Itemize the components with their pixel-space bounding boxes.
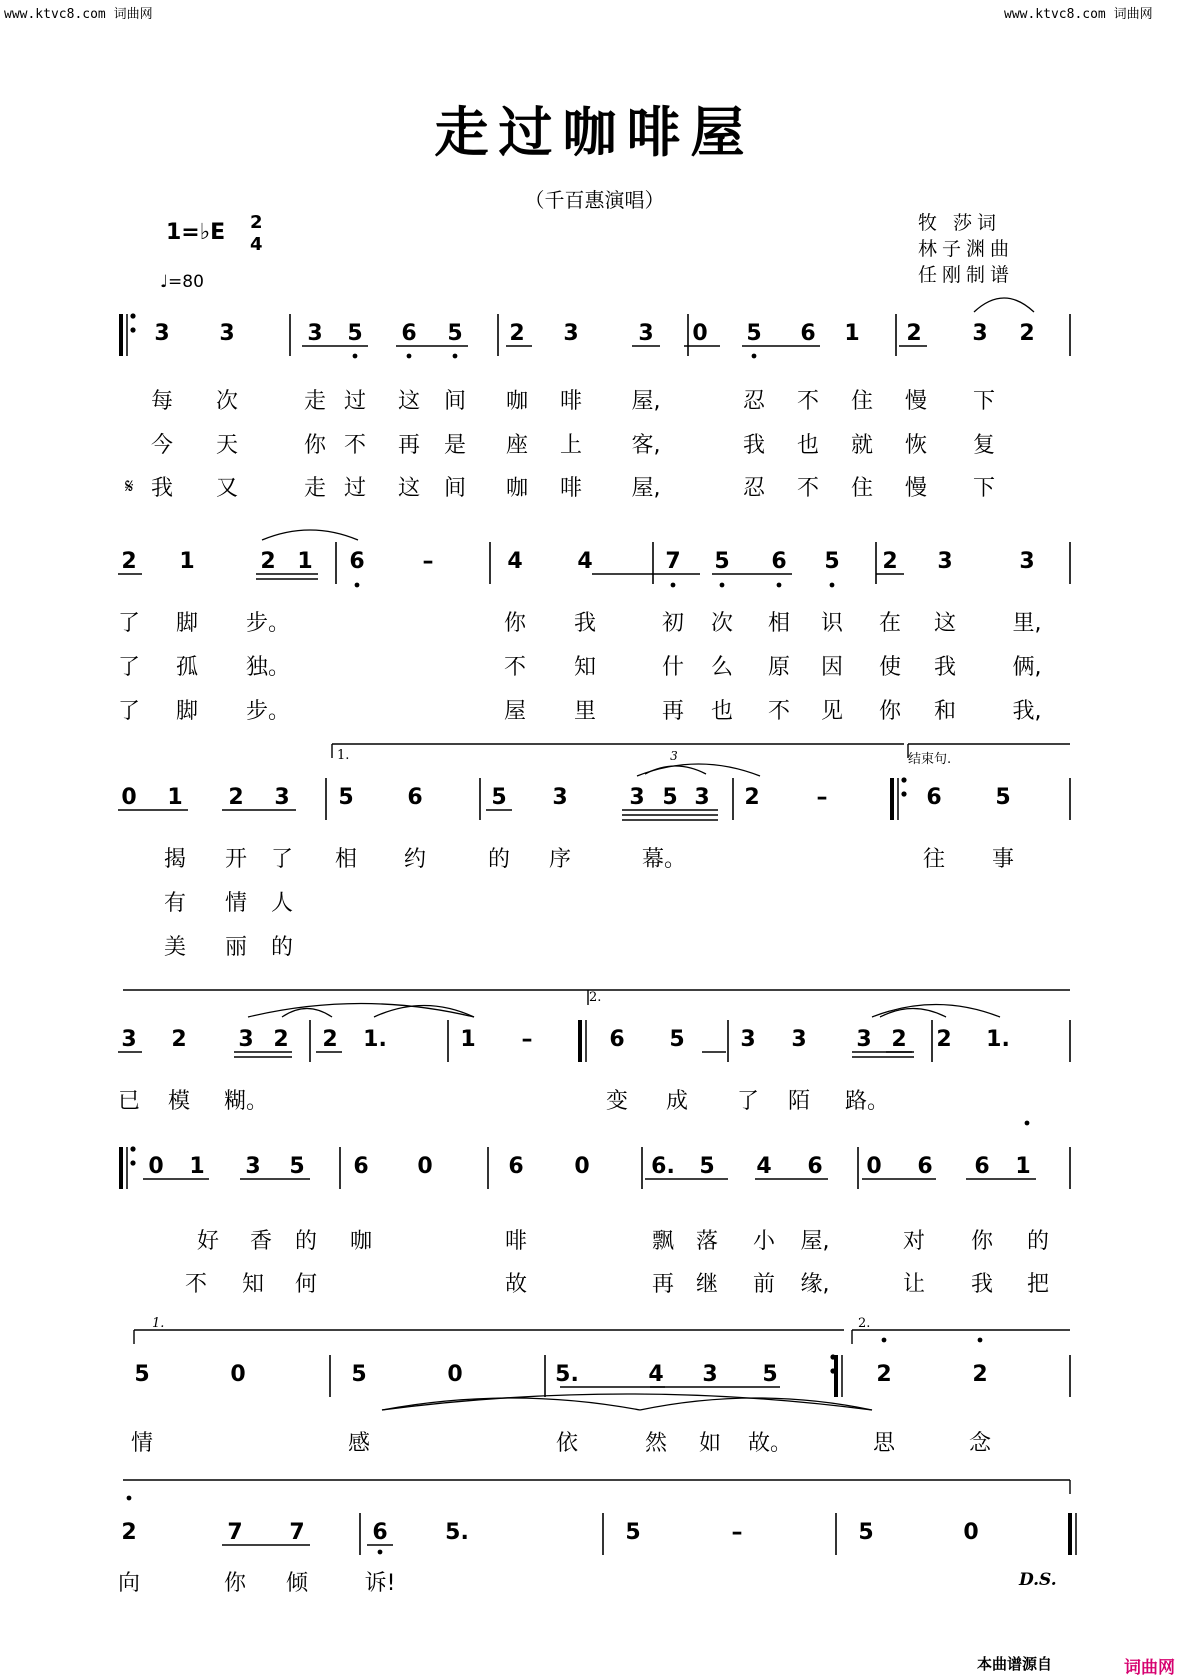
lyric-syllable: 思 [872,1431,896,1456]
note: 4 [577,549,593,574]
note: 1 [297,549,313,574]
note: 6 [974,1154,990,1179]
slur [974,298,1034,312]
note: 0 [447,1362,463,1387]
note: 0 [121,785,137,810]
note: 5 [995,785,1011,810]
lyric-syllable: 落 [695,1229,719,1254]
note: 0 [574,1154,590,1179]
note: 2 [1019,321,1035,346]
lyric-syllable: 知 [573,655,597,680]
note: – [422,549,434,574]
lyric-syllable: 步。 [245,699,291,724]
repeat-dot [901,791,906,796]
lyric-syllable: 人 [270,891,294,916]
lyric-syllable: 依 [555,1431,579,1456]
time-signature-denominator: 4 [250,234,263,255]
note: 3 [972,321,988,346]
note: 2 [121,1520,137,1545]
lyric-syllable: 情 [224,891,248,916]
octave-dot [752,354,757,359]
lyric-syllable: 了 [117,611,141,636]
octave-dot [1025,1121,1030,1126]
lyric-syllable: 我 [742,433,766,458]
singer-subtitle: （千百惠演唱） [524,188,665,212]
volta-1-label: 1. [337,748,350,763]
note: 3 [245,1154,261,1179]
lyric-syllable: 啡 [559,476,583,501]
octave-dot [671,583,676,588]
note: 3 [937,549,953,574]
note: 3 [740,1027,756,1052]
note: 6 [508,1154,524,1179]
note: 3 [563,321,579,346]
lyric-syllable: 忍 [742,389,766,414]
lyric-syllable: 揭 [163,847,187,872]
octave-dot [355,583,360,588]
note: 2 [876,1362,892,1387]
lyric-syllable: 又 [215,476,239,501]
lyric-syllable: 步。 [245,611,291,636]
lyric-syllable: 今 [150,433,174,458]
repeat-dot [130,1160,135,1165]
note: 3 [238,1027,254,1052]
triplet-label: 3 [670,749,678,763]
lyric-syllable: 么 [710,655,734,680]
song-title: 走过咖啡屋 [434,100,755,164]
lyric-syllable: 序 [548,847,572,872]
note: 3 [694,785,710,810]
lyric-syllable: 我 [970,1272,994,1297]
note: 6 [771,549,787,574]
lyric-syllable: 成 [665,1089,689,1114]
lyric-syllable: 咖 [505,476,529,501]
note: 5 [491,785,507,810]
lyric-syllable: 不 [503,655,527,680]
note: 1 [167,785,183,810]
note: 7 [665,549,681,574]
octave-dot [127,1496,132,1501]
lyric-syllable: 开 [224,847,248,872]
lyric-syllable: 不 [184,1272,208,1297]
note: 5 [347,321,363,346]
note: 5. [555,1362,579,1387]
repeat-dot [130,327,135,332]
repeat-dot [830,1368,835,1373]
note: 1 [460,1027,476,1052]
lyric-syllable: 我 [933,655,957,680]
note: 7 [289,1520,305,1545]
lyric-syllable: 慢 [904,389,928,414]
lyric-syllable: 上 [559,433,583,458]
lyric-syllable: 故 [504,1272,528,1297]
note: 5 [134,1362,150,1387]
lyric-syllable: 前 [752,1272,776,1297]
lyric-syllable: 也 [710,699,734,724]
lyric-syllable: 幕。 [641,847,687,872]
lyric-syllable: 你 [878,699,902,724]
lyric-syllable: 下 [972,389,996,414]
note: 5 [746,321,762,346]
lyric-syllable: 你 [503,611,527,636]
lyric-syllable: 过 [343,389,367,414]
lyric-syllable: 是 [443,433,467,458]
footer-logo: 词曲网 [1124,1658,1175,1678]
segno-sign: 𝄋 [125,474,134,498]
note: 5 [669,1027,685,1052]
lyric-syllable: 俩, [1012,655,1042,680]
lyric-syllable: 慢 [904,476,928,501]
footer-source-text: 本曲谱源自 [977,1655,1053,1673]
note: 6 [407,785,423,810]
note: 2 [891,1027,907,1052]
lyric-syllable: 丽 [224,935,248,960]
lyric-syllable: 在 [878,611,902,636]
note: 5 [447,321,463,346]
lyric-syllable: 因 [820,655,844,680]
lyric-syllable: 脚 [175,699,199,724]
note: 4 [756,1154,772,1179]
octave-dot [353,354,358,359]
lyric-syllable: 好 [196,1229,220,1254]
lyric-syllable: 咖 [505,389,529,414]
slur [872,1005,1000,1018]
credit-composer: 林子渊曲 [918,238,1015,260]
ending-label: 结束句. [908,752,952,767]
lyric-syllable: 恢 [904,433,928,458]
lyric-syllable: 再 [661,699,685,724]
note: 6 [807,1154,823,1179]
lyric-syllable: 客, [631,433,661,458]
note: – [816,785,828,810]
lyric-syllable: 小 [752,1229,776,1254]
note: 5 [858,1520,874,1545]
note: 2 [882,549,898,574]
lyric-syllable: 我, [1012,699,1042,724]
lyric-syllable: 咖 [349,1229,373,1254]
note: 3 [307,321,323,346]
lyric-syllable: 知 [241,1272,265,1297]
slur [645,766,706,774]
note: – [521,1027,533,1052]
note: 2 [322,1027,338,1052]
note: 3 [791,1027,807,1052]
note: 6 [372,1520,388,1545]
lyric-syllable: 什 [661,655,685,680]
volta-1-label-b: 1. [152,1316,165,1331]
slur [282,1009,332,1018]
lyric-syllable: 缘, [800,1272,830,1297]
lyric-syllable: 对 [902,1229,926,1254]
lyric-syllable: 每 [150,389,174,414]
lyric-syllable: 飘 [651,1229,675,1254]
lyric-syllable: 再 [397,433,421,458]
note: 6 [800,321,816,346]
note: 5 [625,1520,641,1545]
note: 6. [651,1154,675,1179]
octave-dot [882,1338,887,1343]
lyric-syllable: 见 [820,699,844,724]
note: – [731,1520,743,1545]
note: 1 [179,549,195,574]
note: 6 [353,1154,369,1179]
volta-2-label-b: 2. [858,1316,871,1331]
note: 2 [906,321,922,346]
lyric-syllable: 也 [796,433,820,458]
lyric-syllable: 了 [736,1089,760,1114]
lyric-syllable: 不 [796,476,820,501]
note: 5. [445,1520,469,1545]
ds-marking: D.S. [1019,1570,1057,1590]
note: 1 [189,1154,205,1179]
note: 5 [289,1154,305,1179]
lyric-syllable: 间 [443,389,467,414]
lyric-syllable: 念 [968,1431,992,1456]
lyric-syllable: 已 [117,1089,141,1114]
note: 2 [228,785,244,810]
repeat-dot [130,1146,135,1151]
lyric-syllable: 初 [661,611,685,636]
header-right-url: www.ktvc8.com 词曲网 [1004,7,1153,22]
lyric-syllable: 走 [303,389,327,414]
credit-transcriber: 任刚制谱 [918,264,1015,286]
lyric-syllable: 的 [1026,1229,1050,1254]
lyric-syllable: 我 [573,611,597,636]
lyric-syllable: 有 [163,891,187,916]
note: 6 [401,321,417,346]
slur [640,1398,872,1410]
lyric-syllable: 继 [695,1272,719,1297]
lyric-syllable: 我 [150,476,174,501]
note: 1 [844,321,860,346]
note: 0 [963,1520,979,1545]
lyric-syllable: 不 [343,433,367,458]
lyric-syllable: 啡 [504,1229,528,1254]
note: 5 [338,785,354,810]
lyric-syllable: 了 [117,699,141,724]
lyric-syllable: 里 [573,699,597,724]
lyric-syllable: 这 [933,611,957,636]
lyric-syllable: 了 [270,847,294,872]
lyric-syllable: 美 [163,935,187,960]
lyric-syllable: 了 [117,655,141,680]
lyric-syllable: 使 [878,655,902,680]
note: 4 [507,549,523,574]
note: 0 [230,1362,246,1387]
lyric-syllable: 间 [443,476,467,501]
note: 3 [219,321,235,346]
lyric-syllable: 过 [343,476,367,501]
lyric-syllable: 的 [294,1229,318,1254]
note: 3 [629,785,645,810]
credit-lyricist: 牧 莎词 [918,212,1002,234]
lyric-syllable: 你 [970,1229,994,1254]
note: 3 [702,1362,718,1387]
lyric-syllable: 变 [605,1089,629,1114]
lyric-syllable: 何 [294,1272,318,1297]
octave-dot [777,583,782,588]
note: 2 [972,1362,988,1387]
note: 0 [866,1154,882,1179]
note: 2 [744,785,760,810]
octave-dot [978,1338,983,1343]
lyric-syllable: 如 [698,1431,722,1456]
lyric-syllable: 座 [505,433,529,458]
lyric-syllable: 天 [215,433,239,458]
volta-2-label: 2. [589,990,602,1005]
slur [248,1004,474,1018]
lyric-syllable: 不 [767,699,791,724]
lyric-syllable: 模 [167,1089,191,1114]
slur [382,1398,640,1410]
note: 3 [1019,549,1035,574]
note: 6 [926,785,942,810]
lyric-syllable: 感 [347,1431,371,1456]
lyric-syllable: 相 [334,847,358,872]
repeat-dot [901,777,906,782]
lyric-syllable: 把 [1026,1272,1050,1297]
note: 2 [273,1027,289,1052]
time-signature-numerator: 2 [250,212,263,233]
note: 2 [171,1027,187,1052]
octave-dot [830,583,835,588]
note: 2 [509,321,525,346]
lyric-syllable: 陌 [787,1089,811,1114]
lyric-syllable: 脚 [175,611,199,636]
note: 3 [121,1027,137,1052]
lyric-syllable: 啡 [559,389,583,414]
lyric-syllable: 的 [270,935,294,960]
slur [880,1009,946,1018]
lyric-syllable: 你 [303,433,327,458]
note: 3 [638,321,654,346]
lyric-syllable: 屋, [800,1229,830,1254]
lyric-syllable: 屋, [631,476,661,501]
lyric-syllable: 这 [397,476,421,501]
note: 2 [121,549,137,574]
lyric-syllable: 往 [922,847,946,872]
note: 6 [609,1027,625,1052]
octave-dot [378,1550,383,1555]
lyric-syllable: 孤 [175,655,199,680]
note: 5 [824,549,840,574]
note: 3 [154,321,170,346]
tempo-marking: ♩=80 [160,272,204,292]
note: 4 [648,1362,664,1387]
lyric-syllable: 次 [215,389,239,414]
note: 3 [552,785,568,810]
lyric-syllable: 这 [397,389,421,414]
note: 0 [692,321,708,346]
note: 6 [917,1154,933,1179]
lyric-syllable: 识 [820,611,844,636]
note: 3 [274,785,290,810]
lyric-syllable: 就 [850,433,874,458]
lyric-syllable: 和 [933,699,957,724]
lyric-syllable: 住 [850,476,874,501]
note: 7 [227,1520,243,1545]
lyric-syllable: 次 [710,611,734,636]
lyric-syllable: 屋, [631,389,661,414]
lyric-syllable: 故。 [747,1431,793,1456]
lyric-syllable: 你 [223,1571,247,1596]
lyric-syllable: 倾 [285,1571,309,1596]
lyric-syllable: 让 [902,1272,926,1297]
lyric-syllable: 然 [644,1431,668,1456]
lyric-syllable: 糊。 [223,1089,269,1114]
note: 2 [260,549,276,574]
lyric-syllable: 不 [796,389,820,414]
repeat-dot [130,313,135,318]
lyric-syllable: 里, [1012,611,1042,636]
lyric-syllable: 住 [850,389,874,414]
note: 5 [662,785,678,810]
key-signature: 1=♭E [166,220,226,245]
note: 1 [1015,1154,1031,1179]
note: 1. [363,1027,387,1052]
repeat-dot [830,1354,835,1359]
lyric-syllable: 原 [767,655,791,680]
note: 1. [986,1027,1010,1052]
note: 2 [936,1027,952,1052]
lyric-syllable: 相 [767,611,791,636]
note: 0 [417,1154,433,1179]
lyric-syllable: 向 [117,1571,141,1596]
lyric-syllable: 情 [130,1431,154,1456]
lyric-syllable: 走 [303,476,327,501]
note: 5 [699,1154,715,1179]
lyric-syllable: 复 [972,433,996,458]
octave-dot [720,583,725,588]
lyric-syllable: 屋 [503,699,527,724]
lyric-syllable: 再 [651,1272,675,1297]
octave-dot [407,354,412,359]
slur [262,530,358,540]
note: 5 [714,549,730,574]
lyric-syllable: 诉! [364,1571,396,1596]
lyric-syllable: 忍 [742,476,766,501]
lyric-syllable: 独。 [245,655,291,680]
lyric-syllable: 事 [991,847,1015,872]
note: 0 [148,1154,164,1179]
lyric-syllable: 的 [487,847,511,872]
header-left-url: www.ktvc8.com 词曲网 [4,7,153,22]
note: 6 [349,549,365,574]
octave-dot [453,354,458,359]
lyric-syllable: 路。 [844,1089,890,1114]
note: 5 [762,1362,778,1387]
note: 3 [856,1027,872,1052]
lyric-syllable: 下 [972,476,996,501]
lyric-syllable: 香 [249,1229,273,1254]
note: 5 [351,1362,367,1387]
lyric-syllable: 约 [403,847,427,872]
